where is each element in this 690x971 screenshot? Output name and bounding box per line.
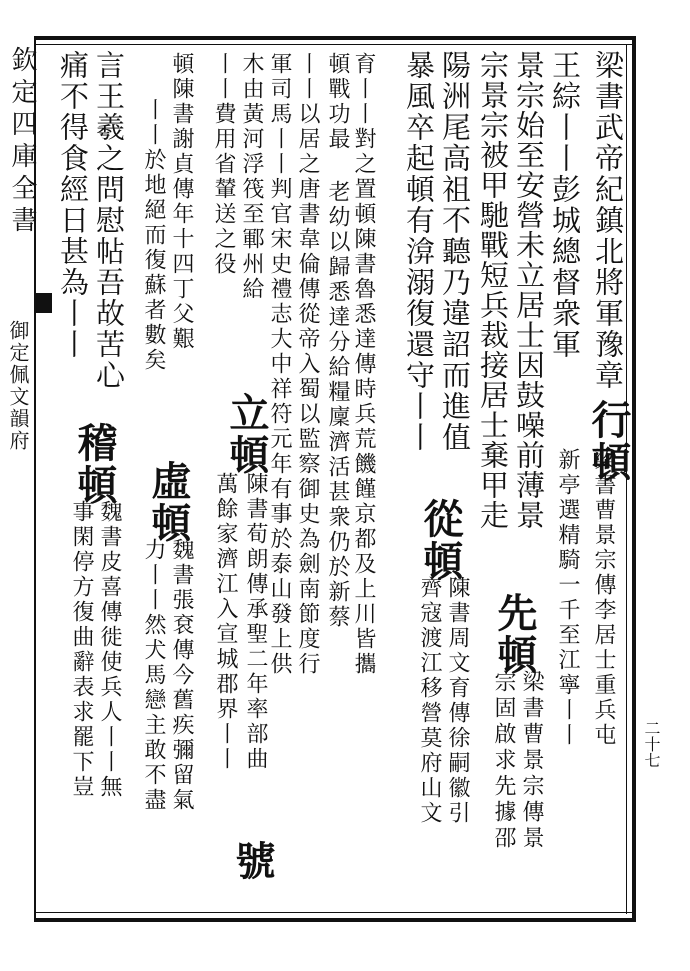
margin-book-title: 御定佩文韻府 (6, 320, 30, 452)
cong-note-2: 齊寇渡江移營莫府山文 (417, 576, 442, 826)
headword-xian: 先頓 (491, 592, 538, 676)
text-column-5: 陽洲尾高祖不聽乃違詔而進值 (438, 50, 472, 453)
ji-note-1: 魏書皮喜傳徙使兵人丨丨無 (97, 500, 122, 800)
xu-note-2: 力丨丨然犬馬戀主敢不盡 (141, 538, 166, 813)
headword-xu: 虛頓 (145, 460, 192, 544)
text-column-7: 育丨丨對之置頓陳書魯悉達傳時兵荒饑饉京都及上川皆攜 (351, 52, 376, 677)
headword-cong: 從頓 (417, 498, 464, 582)
text-column-9: 丨丨以居之唐書韋倫傳從帝入蜀以監察御史為劍南節度行 (295, 52, 320, 677)
frame-top-rule (34, 36, 634, 40)
xing-note-1: 梁書曹景宗傳李居士重兵屯 (591, 448, 616, 748)
text-column-13: 頓陳書謝貞傳年十四丁父艱 (169, 52, 194, 352)
frame-top-inner-rule (34, 44, 634, 45)
text-column-8: 頓戰功最 老幼以歸悉達分給糧廩濟活甚衆仍於新蔡 (325, 52, 350, 630)
folio-number: 二十七 (642, 720, 661, 768)
text-column-15: 言王羲之問慰帖吾故苦心 (92, 50, 126, 391)
margin-series-title: 欽定四庫全書 (7, 46, 37, 238)
headword-li: 立頓 (223, 392, 270, 476)
text-column-12: 丨丨費用省輦送之役 (211, 52, 236, 277)
xu-note-1: 魏書張袞傳今舊疾彌留氣 (169, 538, 194, 813)
column-1-text: 梁書武帝紀鎮北將軍豫章 (591, 50, 625, 391)
text-column-16: 痛不得食經日甚為丨丨 (56, 50, 90, 360)
text-column-1 (585, 50, 632, 483)
xing-note-2: 新亭選精騎一千至江寧丨丨 (555, 448, 580, 748)
headword-ji: 稽頓 (71, 422, 118, 506)
text-column-4: 宗景宗被甲馳戰短兵裁接居士棄甲走 (476, 50, 510, 530)
frame-bottom-inner-rule (34, 912, 634, 913)
li-note-2: 萬餘家濟江入宣城郡界丨丨 (213, 472, 238, 772)
fishtail-mark (34, 293, 52, 313)
xian-note-1: 梁書曹景宗傳景 (519, 670, 544, 852)
headword-hao: 號 (229, 840, 276, 882)
text-column-11: 木由黃河浮筏至鄆州給 (239, 52, 264, 302)
text-column-14: 丨丨於地絕而復蘇者數矣 (141, 98, 166, 373)
text-column-2: 王綜丨丨彭城總督衆軍 (548, 50, 582, 360)
text-column-6: 暴風卒起頓有渰溺復還守丨丨 (402, 50, 436, 453)
text-column-10: 軍司馬丨丨判官宋史禮志大中祥符元年有事於泰山發上供 (267, 52, 292, 677)
xian-note-2: 宗固啟求先據邵 (491, 670, 516, 852)
headword-xing: 行頓 (585, 399, 632, 483)
li-note-1: 陳書荀朗傳承聖二年率部曲 (243, 472, 268, 772)
cong-note-1: 陳書周文育傳徐嗣徽引 (445, 576, 470, 826)
frame-bottom-rule (34, 918, 634, 922)
text-column-3: 景宗始至安營未立居士因鼓噪前薄景 (512, 50, 546, 530)
ji-note-2: 事閑停方復曲辭表求罷下豈 (69, 500, 94, 800)
frame-right-rule (632, 36, 636, 922)
